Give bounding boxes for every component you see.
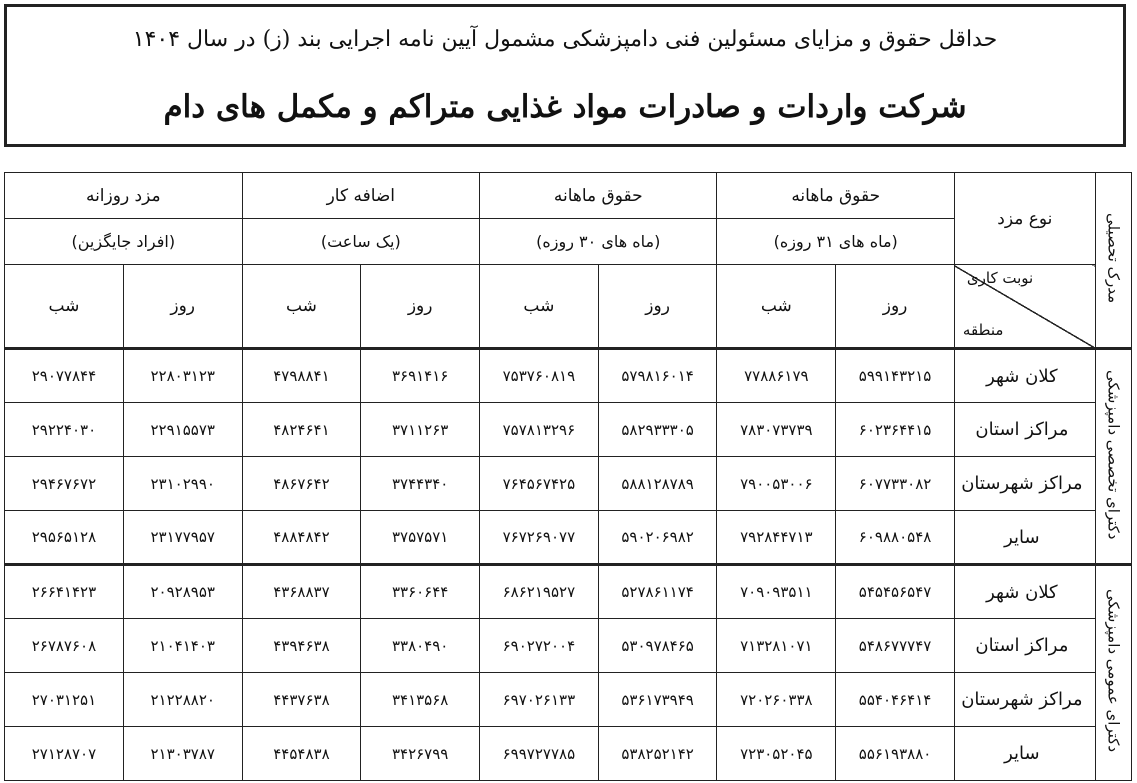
value-cell: ۵۸۲۹۳۳۳۰۵ bbox=[598, 403, 717, 457]
day-header: روز bbox=[836, 265, 955, 349]
value-cell: ۳۴۲۶۷۹۹ bbox=[361, 727, 480, 781]
value-cell: ۵۲۷۸۶۱۱۷۴ bbox=[598, 565, 717, 619]
table-row bbox=[5, 511, 1132, 565]
wage-type-header: نوع مزد bbox=[954, 173, 1095, 265]
value-cell: ۵۸۸۱۲۸۷۸۹ bbox=[598, 457, 717, 511]
value-cell: ۷۹۲۸۴۴۷۱۳ bbox=[717, 511, 836, 565]
night-header: شب bbox=[5, 265, 124, 349]
value-cell: ۷۶۴۵۶۷۴۲۵ bbox=[480, 457, 599, 511]
value-cell: ۳۷۵۷۵۷۱ bbox=[361, 511, 480, 565]
degree-label: دکترای عمومی دامپزشکی bbox=[1095, 565, 1131, 781]
wage-table bbox=[4, 172, 1132, 781]
value-cell: ۲۰۹۲۸۹۵۳ bbox=[123, 565, 242, 619]
value-cell: ۵۴۵۴۵۶۵۴۷ bbox=[836, 565, 955, 619]
group-header: مزد روزانه bbox=[5, 173, 243, 219]
value-cell: ۶۹۷۰۲۶۱۳۳ bbox=[480, 673, 599, 727]
value-cell: ۷۲۳۰۵۲۰۴۵ bbox=[717, 727, 836, 781]
degree-header: مدرک تحصیلی bbox=[1095, 173, 1131, 349]
shift-region-header bbox=[954, 265, 1095, 349]
value-cell: ۷۰۹۰۹۳۵۱۱ bbox=[717, 565, 836, 619]
table-row bbox=[5, 349, 1132, 403]
value-cell: ۴۷۹۸۸۴۱ bbox=[242, 349, 361, 403]
value-cell: ۴۳۹۴۶۳۸ bbox=[242, 619, 361, 673]
group-subheader: (ماه های ۳۱ روزه) bbox=[717, 219, 954, 265]
degree-label: دکترای تخصصی دامپزشکی bbox=[1095, 349, 1131, 565]
region-cell: کلان شهر bbox=[954, 349, 1095, 403]
value-cell: ۷۷۸۸۶۱۷۹ bbox=[717, 349, 836, 403]
group-subheader: (افراد جایگزین) bbox=[5, 219, 243, 265]
title-box bbox=[4, 4, 1126, 147]
value-cell: ۴۴۳۷۶۳۸ bbox=[242, 673, 361, 727]
value-cell: ۳۶۹۱۴۱۶ bbox=[361, 349, 480, 403]
value-cell: ۷۵۷۸۱۳۲۹۶ bbox=[480, 403, 599, 457]
document-subtitle: حداقل حقوق و مزایای مسئولین فنی دامپزشکی مشمول آیین نامه اجرایی بند (ز) در سال ۱۴۰۴ bbox=[132, 27, 998, 52]
value-cell: ۳۴۱۳۵۶۸ bbox=[361, 673, 480, 727]
region-cell: مراکز شهرستان bbox=[954, 457, 1095, 511]
value-cell: ۲۱۲۲۸۸۲۰ bbox=[123, 673, 242, 727]
value-cell: ۶۹۰۲۷۲۰۰۴ bbox=[480, 619, 599, 673]
value-cell: ۵۵۶۱۹۳۸۸۰ bbox=[836, 727, 955, 781]
value-cell: ۲۳۱۷۷۹۵۷ bbox=[123, 511, 242, 565]
value-cell: ۵۳۸۲۵۲۱۴۲ bbox=[598, 727, 717, 781]
region-cell: کلان شهر bbox=[954, 565, 1095, 619]
table-row bbox=[5, 457, 1132, 511]
value-cell: ۲۱۳۰۳۷۸۷ bbox=[123, 727, 242, 781]
region-cell: مراکز استان bbox=[954, 619, 1095, 673]
value-cell: ۳۷۴۴۳۴۰ bbox=[361, 457, 480, 511]
value-cell: ۲۷۰۳۱۲۵۱ bbox=[5, 673, 124, 727]
value-cell: ۳۳۸۰۴۹۰ bbox=[361, 619, 480, 673]
table-row bbox=[5, 619, 1132, 673]
value-cell: ۴۳۶۸۸۳۷ bbox=[242, 565, 361, 619]
value-cell: ۷۲۰۲۶۰۳۳۸ bbox=[717, 673, 836, 727]
value-cell: ۶۹۹۷۲۷۷۸۵ bbox=[480, 727, 599, 781]
value-cell: ۵۹۹۱۴۳۲۱۵ bbox=[836, 349, 955, 403]
value-cell: ۳۷۱۱۲۶۳ bbox=[361, 403, 480, 457]
region-cell: مراکز استان bbox=[954, 403, 1095, 457]
day-header: روز bbox=[361, 265, 480, 349]
value-cell: ۲۲۸۰۳۱۲۳ bbox=[123, 349, 242, 403]
value-cell: ۵۳۶۱۷۳۹۴۹ bbox=[598, 673, 717, 727]
value-cell: ۲۹۵۶۵۱۲۸ bbox=[5, 511, 124, 565]
value-cell: ۴۸۶۷۶۴۲ bbox=[242, 457, 361, 511]
region-label: منطقه bbox=[962, 321, 1004, 339]
table-row bbox=[5, 673, 1132, 727]
value-cell: ۲۳۱۰۲۹۹۰ bbox=[123, 457, 242, 511]
table-row bbox=[5, 403, 1132, 457]
value-cell: ۷۶۷۲۶۹۰۷۷ bbox=[480, 511, 599, 565]
value-cell: ۲۹۴۶۷۶۷۲ bbox=[5, 457, 124, 511]
night-header: شب bbox=[717, 265, 836, 349]
value-cell: ۷۸۳۰۷۳۷۳۹ bbox=[717, 403, 836, 457]
value-cell: ۵۴۸۶۷۷۷۴۷ bbox=[836, 619, 955, 673]
value-cell: ۴۸۲۴۶۴۱ bbox=[242, 403, 361, 457]
value-cell: ۴۸۸۴۸۴۲ bbox=[242, 511, 361, 565]
group-header: حقوق ماهانه bbox=[480, 173, 717, 219]
day-header: روز bbox=[123, 265, 242, 349]
region-cell: سایر bbox=[954, 511, 1095, 565]
value-cell: ۳۳۶۰۶۴۴ bbox=[361, 565, 480, 619]
value-cell: ۲۲۹۱۵۵۷۳ bbox=[123, 403, 242, 457]
value-cell: ۷۵۳۷۶۰۸۱۹ bbox=[480, 349, 599, 403]
region-cell: مراکز شهرستان bbox=[954, 673, 1095, 727]
value-cell: ۷۱۳۲۸۱۰۷۱ bbox=[717, 619, 836, 673]
group-header: اضافه کار bbox=[242, 173, 479, 219]
value-cell: ۴۴۵۴۸۳۸ bbox=[242, 727, 361, 781]
value-cell: ۵۷۹۸۱۶۰۱۴ bbox=[598, 349, 717, 403]
value-cell: ۶۸۶۲۱۹۵۲۷ bbox=[480, 565, 599, 619]
table-row bbox=[5, 565, 1132, 619]
shift-label: نوبت کاری bbox=[966, 269, 1034, 287]
group-subheader: (یک ساعت) bbox=[242, 219, 479, 265]
group-subheader: (ماه های ۳۰ روزه) bbox=[480, 219, 717, 265]
value-cell: ۵۳۰۹۷۸۴۶۵ bbox=[598, 619, 717, 673]
document-title: شرکت واردات و صادرات مواد غذایی متراکم و مکمل های دام bbox=[163, 89, 967, 125]
group-header: حقوق ماهانه bbox=[717, 173, 954, 219]
table-row bbox=[5, 727, 1132, 781]
value-cell: ۶۰۲۳۶۴۴۱۵ bbox=[836, 403, 955, 457]
value-cell: ۶۰۷۷۳۳۰۸۲ bbox=[836, 457, 955, 511]
value-cell: ۶۰۹۸۸۰۵۴۸ bbox=[836, 511, 955, 565]
value-cell: ۲۹۲۲۴۰۳۰ bbox=[5, 403, 124, 457]
region-cell: سایر bbox=[954, 727, 1095, 781]
value-cell: ۲۹۰۷۷۸۴۴ bbox=[5, 349, 124, 403]
value-cell: ۲۷۱۲۸۷۰۷ bbox=[5, 727, 124, 781]
value-cell: ۵۹۰۲۰۶۹۸۲ bbox=[598, 511, 717, 565]
value-cell: ۲۱۰۴۱۴۰۳ bbox=[123, 619, 242, 673]
value-cell: ۲۶۶۴۱۴۲۳ bbox=[5, 565, 124, 619]
value-cell: ۷۹۰۰۵۳۰۰۶ bbox=[717, 457, 836, 511]
night-header: شب bbox=[242, 265, 361, 349]
value-cell: ۵۵۴۰۴۶۴۱۴ bbox=[836, 673, 955, 727]
night-header: شب bbox=[480, 265, 599, 349]
value-cell: ۲۶۷۸۷۶۰۸ bbox=[5, 619, 124, 673]
day-header: روز bbox=[598, 265, 717, 349]
